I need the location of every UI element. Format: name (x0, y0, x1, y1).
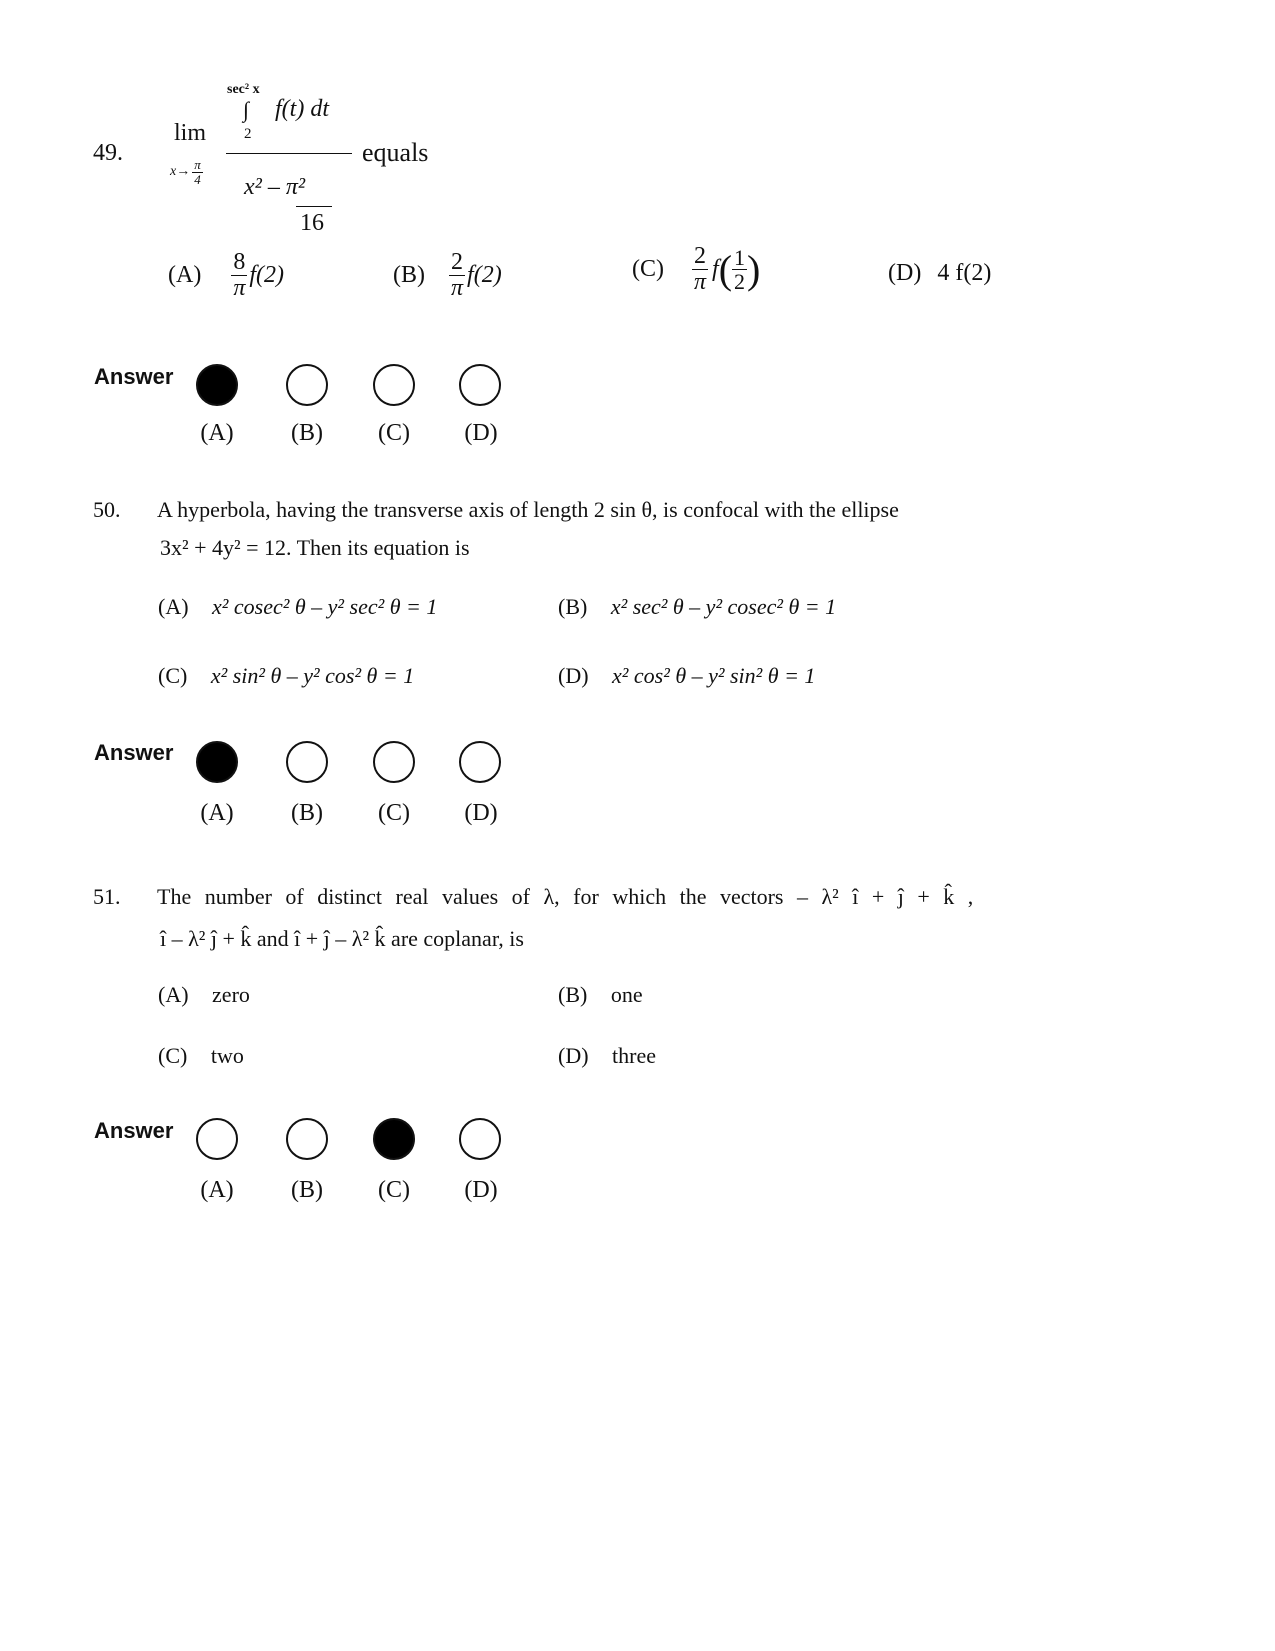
question-number: 50. (93, 497, 121, 522)
integrand: f(t) dt (275, 96, 329, 122)
bubble-label-b: (B) (291, 1177, 323, 1203)
left-paren: ( (718, 247, 733, 293)
q49-option-c: (C) $\frac{2}{\pi}$ f ( $\frac{1}{2}$ ) (632, 243, 761, 296)
answer-label: Answer (94, 364, 174, 389)
option-c-inner-fraction: $\frac{1}{2}$ (734, 245, 746, 295)
bubble-label-c: (C) (378, 800, 410, 826)
bubble-label-b: (B) (291, 800, 323, 826)
bubble-label-b: (B) (291, 420, 323, 446)
bubble-label-a: (A) (200, 420, 234, 446)
integral-lower-limit: 2 (244, 126, 252, 142)
question-text-line-2: î – λ² ĵ + k̂ and î + ĵ – λ² k̂ are coplanar, is (160, 926, 524, 951)
answer-bubble-c[interactable] (373, 741, 415, 783)
answer-bubble-a[interactable] (196, 1118, 238, 1160)
answer-bubble-b[interactable] (286, 1118, 328, 1160)
answer-label: Answer (94, 1118, 174, 1143)
q50-option-c: (C) x² sin² θ – y² cos² θ = 1 (158, 663, 415, 688)
answer-bubble-c[interactable] (373, 364, 415, 406)
question-text-line-1: The number of distinct real values of λ, for which the vectors – λ² î + ĵ + k̂ , (157, 884, 974, 909)
q49-option-d: (D) 4 f(2) (888, 260, 992, 286)
limit-variable: x→ (170, 164, 191, 180)
q49-option-b: (B) $\frac{2}{\pi}$ f(2) (393, 249, 502, 302)
answer-bubble-c[interactable] (373, 1118, 415, 1160)
q50-option-a: (A) x² cosec² θ – y² sec² θ = 1 (158, 594, 438, 619)
option-a-fraction: $\frac{8}{\pi}$ (233, 249, 246, 302)
q50-option-d: (D) x² cos² θ – y² sin² θ = 1 (558, 663, 816, 688)
limit-point-fraction: $\frac{\pi}{4}$ (194, 157, 201, 187)
limit-operator: lim (174, 120, 207, 146)
answer-bubble-a[interactable] (196, 741, 238, 783)
bubble-label-a: (A) (200, 1177, 234, 1203)
bubble-label-d: (D) (464, 800, 498, 826)
answer-bubble-b[interactable] (286, 364, 328, 406)
q50-option-b: (B) x² sec² θ – y² cosec² θ = 1 (558, 594, 837, 619)
bubble-label-c: (C) (378, 420, 410, 446)
q51-option-a: (A) zero (158, 982, 250, 1007)
denominator-sixteen: 16 (300, 210, 324, 236)
answer-bubble-b[interactable] (286, 741, 328, 783)
question-text-line-1: A hyperbola, having the transverse axis of length 2 sin θ, is confocal with the ellipse (157, 497, 899, 522)
answer-label: Answer (94, 740, 174, 765)
denominator-fraction-bar (296, 206, 332, 207)
question-number: 51. (93, 884, 121, 909)
q51-option-c: (C) two (158, 1043, 244, 1068)
limit-subscript (170, 158, 203, 186)
answer-bubble-d[interactable] (459, 364, 501, 406)
bubble-label-a: (A) (200, 800, 234, 826)
answer-bubble-d[interactable] (459, 1118, 501, 1160)
bubble-label-d: (D) (464, 420, 498, 446)
question-text-line-2: 3x² + 4y² = 12. Then its equation is (160, 535, 470, 560)
main-fraction-bar (226, 153, 352, 154)
option-b-fraction: $\frac{2}{\pi}$ (451, 249, 464, 302)
option-c-fraction: $\frac{2}{\pi}$ (694, 243, 707, 296)
bubble-label-c: (C) (378, 1177, 410, 1203)
q49-option-a: (A) $\frac{8}{\pi}$ f(2) (168, 249, 285, 302)
q51-option-b: (B) one (558, 982, 643, 1007)
equals-word: equals (362, 138, 429, 167)
bubble-label-d: (D) (464, 1177, 498, 1203)
question-number: 49. (93, 140, 123, 166)
denominator-expression: x² – π² (244, 174, 306, 200)
right-paren: ) (747, 247, 761, 293)
answer-bubble-a[interactable] (196, 364, 238, 406)
q51-option-d: (D) three (558, 1043, 657, 1068)
answer-bubble-d[interactable] (459, 741, 501, 783)
integral-sign: ∫ (243, 97, 250, 122)
integral-upper-limit: sec² x (227, 82, 260, 97)
